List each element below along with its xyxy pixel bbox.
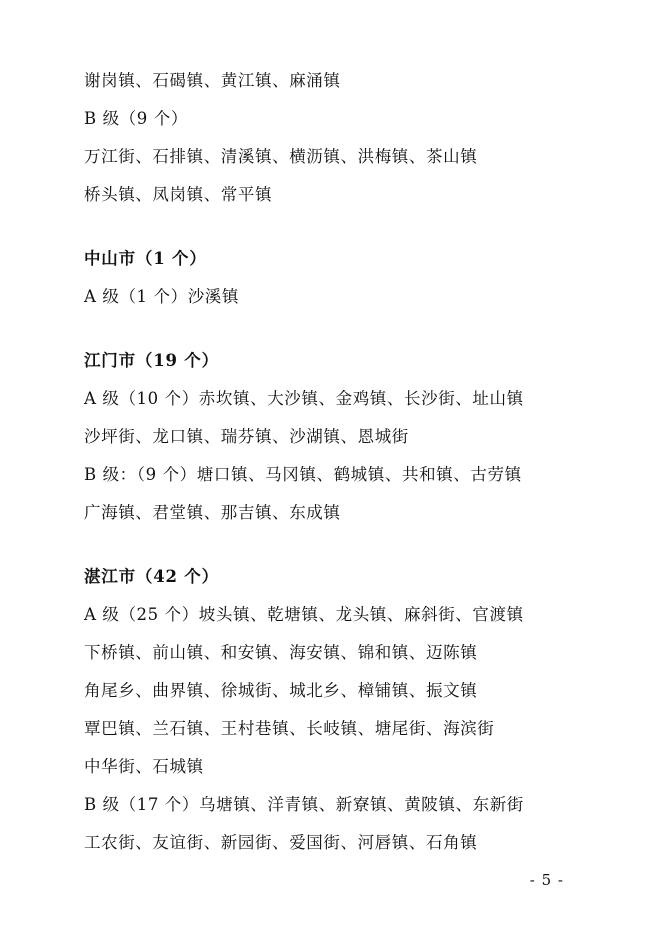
text-line: B 级（17 个）乌塘镇、洋青镇、新寮镇、黄陂镇、东新街 [84, 795, 524, 814]
text-line: 角尾乡、曲界镇、徐城街、城北乡、樟铺镇、振文镇 [84, 681, 478, 700]
text-line: 万江街、石排镇、清溪镇、横沥镇、洪梅镇、茶山镇 [84, 147, 478, 166]
text-line: 工农街、友谊街、新园街、爱国街、河唇镇、石角镇 [84, 833, 478, 852]
text-line: B 级（9 个） [84, 109, 188, 128]
text-line: 覃巴镇、兰石镇、王村巷镇、长岐镇、塘尾街、海滨街 [84, 719, 495, 738]
section-heading: 中山市（1 个） [84, 249, 207, 268]
text-line: 下桥镇、前山镇、和安镇、海安镇、锦和镇、迈陈镇 [84, 643, 478, 662]
page-number: - 5 - [529, 871, 564, 889]
paragraph-spacer [84, 316, 578, 342]
section-heading: 江门市（19 个） [84, 351, 219, 370]
text-line: 谢岗镇、石碣镇、黄江镇、麻涌镇 [84, 71, 341, 90]
text-line: 中华街、石城镇 [84, 757, 204, 776]
section-heading: 湛江市（42 个） [84, 567, 219, 586]
text-line: 沙坪街、龙口镇、瑞芬镇、沙湖镇、恩城街 [84, 427, 409, 446]
paragraph-spacer [84, 214, 578, 240]
text-line: A 级（10 个）赤坎镇、大沙镇、金鸡镇、长沙街、址山镇 [84, 389, 524, 408]
document-body [84, 62, 578, 862]
text-line: 广海镇、君堂镇、那吉镇、东成镇 [84, 503, 341, 522]
text-line: B 级：（9 个）塘口镇、马冈镇、鹤城镇、共和镇、古劳镇 [84, 465, 522, 484]
text-line: A 级（1 个）沙溪镇 [84, 287, 240, 306]
text-line: 桥头镇、凤岗镇、常平镇 [84, 185, 273, 204]
text-line: A 级（25 个）坡头镇、乾塘镇、龙头镇、麻斜街、官渡镇 [84, 605, 524, 624]
paragraph-spacer [84, 532, 578, 558]
